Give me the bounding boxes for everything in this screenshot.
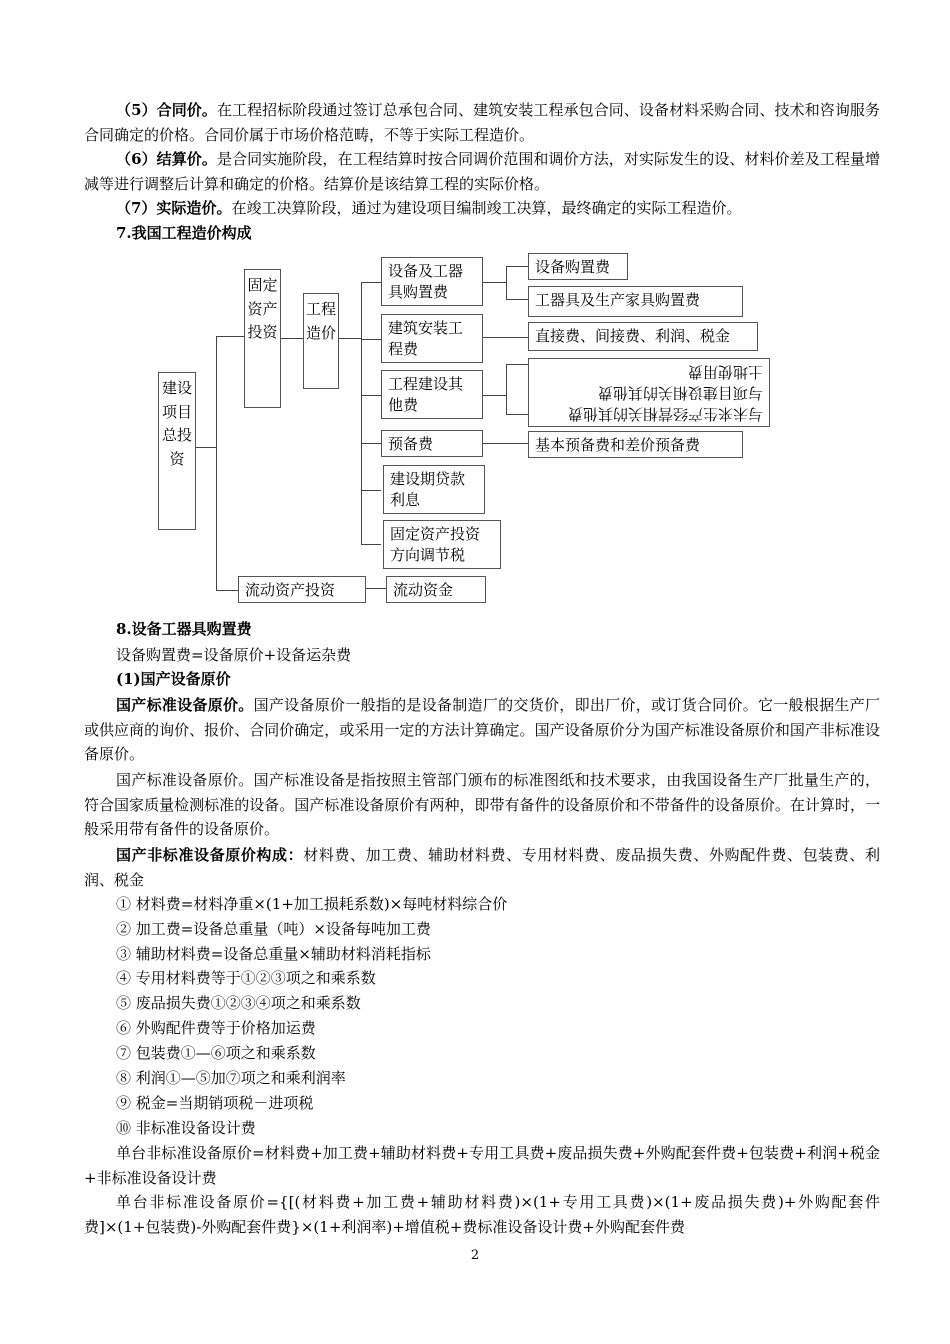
- box-construction-installation: [381, 314, 483, 363]
- box-investment-tax-label: 固定资产投资方向调节税: [390, 525, 481, 564]
- box-fixed-asset-investment-label: 固定资产投资: [247, 276, 278, 341]
- box-construction-installation-label: 建筑安装工程费: [388, 319, 464, 358]
- box-reserve-fund: [381, 430, 483, 457]
- paragraph-domestic-standard-a: [84, 693, 880, 767]
- list-item: ① 材料费=材料净重×(1+加工损耗系数)×每吨材料综合价: [116, 895, 508, 913]
- connector-equip-trunk: [506, 266, 507, 299]
- box-total-investment: [158, 372, 196, 530]
- formula-equipment-purchase: 设备购置费=设备原价+设备运杂费: [116, 646, 352, 664]
- domestic-standard-text: 国产设备原价一般指的是设备制造厂的交货价，即出厂价，或订货合同价。它一般根据生产厂或供应商的询价、报价、合同价确定，或采用一定的方法计算确定。国产设备原价分为国产标准设备原价和国产非标准设备原价。: [84, 696, 880, 763]
- paragraph-nonstandard-composition: [84, 843, 880, 892]
- box-project-cost: [303, 293, 339, 389]
- list-item: ⑥ 外购配件费等于价格加运费: [116, 1019, 316, 1037]
- settlement-price-label: （6）结算价。: [116, 150, 217, 168]
- connector-build: [361, 339, 381, 340]
- box-working-capital: [386, 576, 486, 603]
- box-equipment-purchase-a: [528, 253, 628, 280]
- list-item: ② 加工费=设备总重量（吨）×设备每吨加工费: [116, 920, 431, 938]
- connector-cost-trunk: [361, 282, 362, 544]
- connector-loan: [361, 490, 381, 491]
- nonstandard-composition-label: 国产非标准设备原价构成：: [116, 846, 304, 864]
- box-reserve-fund-detail-label: 基本预备费和差价预备费: [535, 436, 701, 454]
- box-current-asset-investment-label: 流动资产投资: [245, 581, 336, 599]
- nonstandard-formula-1-text: 单台非标准设备原价=材料费+加工费+辅助材料费+专用工具费+废品损失费+外购配套件费+包装费+利润+税金+非标准设备设计费: [84, 1144, 880, 1187]
- box-equipment-purchase-label: 设备及工器具购置费: [388, 262, 464, 301]
- list-item: ⑨ 税金=当期销项税－进项税: [116, 1094, 314, 1112]
- connector-tax: [361, 544, 381, 545]
- actual-cost-text: 在竣工决算阶段，通过为建设项目编制竣工决算，最终确定的实际工程造价。: [231, 199, 742, 217]
- connector-root: [196, 447, 216, 448]
- box-project-cost-label: 工程造价: [305, 300, 336, 342]
- list-item: ⑧ 利润①—⑤加⑦项之和乘利润率: [116, 1069, 346, 1087]
- paragraph-nonstandard-formula-2: [84, 1190, 880, 1239]
- other-costs-detail-c: 与未来生产经营相关的其他费: [567, 405, 763, 423]
- box-tools-furniture: [528, 286, 743, 317]
- connector-equip-a: [506, 266, 528, 267]
- connector-cost: [339, 338, 361, 339]
- connector-other-top: [506, 364, 528, 365]
- box-equipment-purchase-a-label: 设备购置费: [535, 258, 611, 276]
- connector-reserve-a: [483, 443, 528, 444]
- connector-fixed-cost: [281, 338, 303, 339]
- box-direct-indirect-costs: [528, 322, 758, 351]
- box-other-costs-label: 工程建设其他费: [388, 375, 464, 414]
- box-reserve-fund-label: 预备费: [388, 435, 434, 453]
- connector-root-trunk: [216, 336, 217, 590]
- actual-cost-label: （7）实际造价。: [116, 199, 232, 217]
- connector-current: [216, 590, 238, 591]
- contract-price-label: （5）合同价。: [116, 101, 217, 119]
- domestic-standard-label: 国产标准设备原价。: [116, 696, 254, 714]
- box-loan-interest: [383, 465, 485, 514]
- other-costs-detail-b: 与项目建设相关的其他费: [597, 384, 763, 402]
- box-other-costs: [381, 370, 483, 419]
- box-working-capital-label: 流动资金: [393, 581, 454, 599]
- list-item: ③ 辅助材料费=设备总重量×辅助材料消耗指标: [116, 945, 431, 963]
- connector-equip: [361, 282, 381, 283]
- box-current-asset-investment: [238, 576, 366, 603]
- list-item: ⑤ 废品损失费①②③④项之和乘系数: [116, 994, 361, 1012]
- box-other-costs-detail: [528, 358, 770, 427]
- settlement-price-text: 是合同实施阶段，在工程结算时按合同调价范围和调价方法，对实际发生的设、材料价差及工程量增减等进行调整后计算和确定的价格。结算价是该结算工程的实际价格。: [84, 150, 880, 193]
- box-loan-interest-label: 建设期贷款利息: [390, 470, 466, 509]
- connector-equip-b: [506, 299, 528, 300]
- connector-current-fund: [366, 588, 386, 589]
- box-equipment-purchase: [381, 257, 483, 306]
- contract-price-text: 在工程招标阶段通过签订总承包合同、建筑安装工程承包合同、设备材料采购合同、技术和咨询服务合同确定的价格。合同价属于市场价格范畴，不等于实际工程造价。: [84, 101, 880, 144]
- paragraph-nonstandard-formula-1: [84, 1141, 880, 1190]
- box-tools-furniture-label: 工器具及生产家具购置费: [535, 291, 701, 309]
- box-direct-indirect-costs-label: 直接费、间接费、利润、税金: [535, 327, 731, 345]
- page-number: 2: [470, 1248, 480, 1263]
- connector-other-bottom: [506, 414, 528, 415]
- connector-other: [361, 395, 381, 396]
- other-costs-detail-flipped: [535, 361, 763, 424]
- list-item: ⑩ 非标准设备设计费: [116, 1119, 256, 1137]
- connector-equip-out: [483, 282, 506, 283]
- box-fixed-asset-investment: [244, 269, 281, 408]
- heading-cost-composition: 7.我国工程造价构成: [116, 224, 252, 242]
- connector-reserve: [361, 443, 381, 444]
- domestic-standard-b-text: 国产标准设备原价。国产标准设备是指按照主管部门颁布的标准图纸和技术要求，由我国设备生产厂批量生产的，符合国家质量检测标准的设备。国产标准设备原价有两种，即带有备件的设备原价和不带备件的设备原价。在计算时，一般采用带有备件的设备原价。: [84, 771, 880, 838]
- paragraph-domestic-standard-b: [84, 768, 880, 842]
- connector-fixed: [216, 336, 244, 337]
- heading-domestic-equipment-price: (1)国产设备原价: [116, 670, 231, 688]
- connector-other-out: [483, 395, 506, 396]
- list-item: ⑦ 包装费①—⑥项之和乘系数: [116, 1044, 316, 1062]
- heading-equipment-cost: 8.设备工器具购置费: [116, 620, 252, 638]
- box-reserve-fund-detail: [528, 431, 743, 458]
- cost-composition-diagram: [0, 0, 950, 620]
- connector-other-trunk: [506, 364, 507, 414]
- nonstandard-composition-text: 材料费、加工费、辅助材料费、专用材料费、废品损失费、外购配件费、包装费、利润、税金: [84, 846, 880, 889]
- nonstandard-formula-2-text: 单台非标准设备原价={[(材料费+加工费+辅助材料费)×(1+专用工具费)×(1+废品损失费)+外购配套件费]×(1+包装费)-外购配套件费}×(1+利润率)+增值税+费标准设备设计费+外购配套件费: [84, 1193, 880, 1236]
- box-total-investment-label: 建设项目总投资: [161, 379, 192, 468]
- other-costs-detail-a: 土地使用费: [687, 363, 763, 381]
- connector-build-a: [483, 337, 528, 338]
- box-investment-tax: [383, 520, 501, 569]
- list-item: ④ 专用材料费等于①②③项之和乘系数: [116, 969, 376, 987]
